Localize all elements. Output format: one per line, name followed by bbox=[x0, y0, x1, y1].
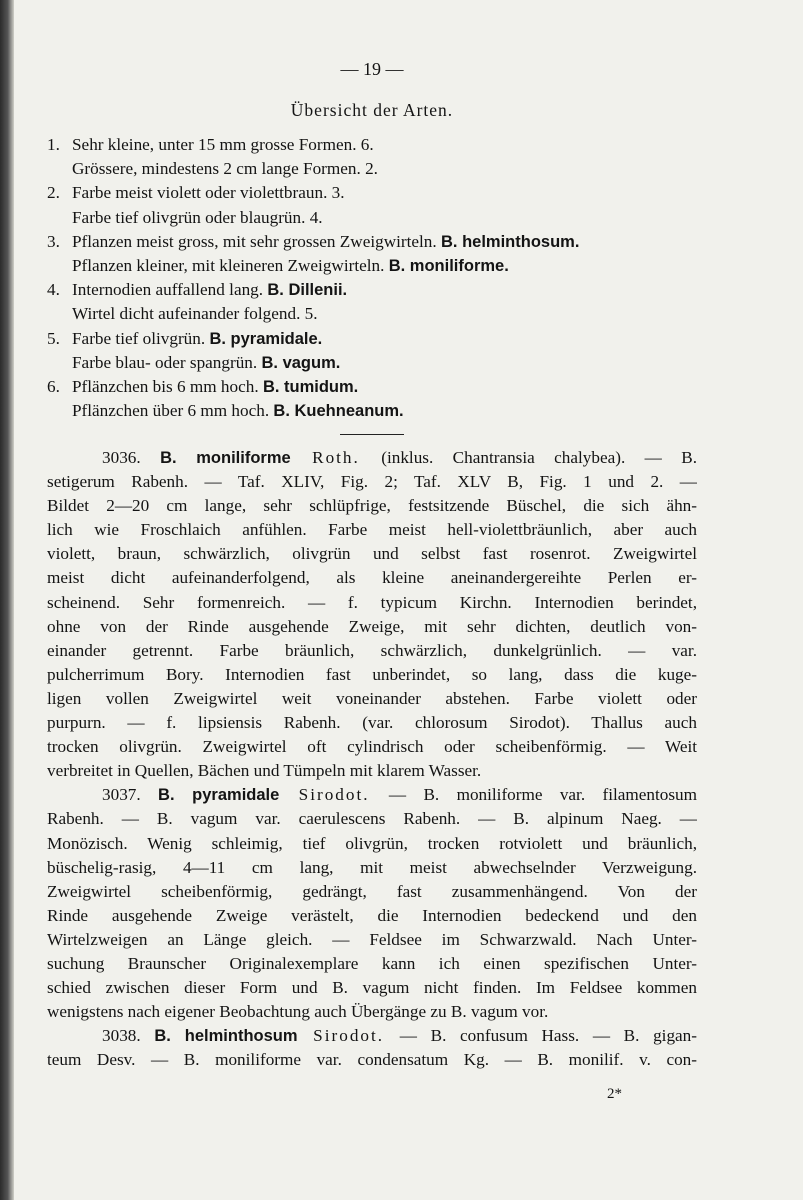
entry-line: Monözisch. Wenig schleimig, tief olivgrün, trocken rotviolett und bräunlich, bbox=[47, 833, 697, 853]
entry-number: 3036. bbox=[102, 448, 161, 467]
key-text: Pflänzchen bis 6 mm hoch. B. tumidum. bbox=[72, 376, 359, 396]
key-row bbox=[47, 157, 697, 181]
key-number: 2. bbox=[47, 183, 60, 203]
separator-rule bbox=[340, 434, 404, 435]
key-row bbox=[47, 327, 697, 351]
key-number: 6. bbox=[47, 376, 60, 396]
species-name: B. tumidum. bbox=[262, 377, 359, 396]
entry-line: einander getrennt. Farbe bräunlich, schwärzlich, dunkelgrünlich. — var. bbox=[47, 640, 697, 660]
entry-line: suchung Braunscher Originalexemplare kann ich einen spezifischen Unter- bbox=[47, 953, 697, 973]
key-row bbox=[47, 133, 697, 157]
species-name: B. helminthosum bbox=[154, 1027, 298, 1046]
key-number: 1. bbox=[47, 135, 60, 154]
signature-mark: 2* bbox=[607, 1086, 622, 1102]
page-number: — 19 — bbox=[340, 59, 404, 79]
key-number: 4. bbox=[47, 280, 60, 300]
entry-first-line bbox=[47, 783, 697, 807]
entry-line: scheinend. Sehr formenreich. — f. typicum Kirchn. Internodien berindet, bbox=[47, 592, 697, 612]
species-name: B. vagum. bbox=[261, 353, 341, 372]
entry-line: verbreitet in Quellen, Bächen und Tümpeln mit klarem Wasser. bbox=[47, 761, 482, 781]
entry-text: — B. moniliforme var. filamentosum bbox=[388, 785, 697, 805]
key-row bbox=[47, 254, 697, 278]
entry-line: trocken olivgrün. Zweigwirtel oft cylindrisch oder scheibenförmig. — Weit bbox=[47, 737, 697, 757]
key-text: Sehr kleine, unter 15 mm grosse Formen. 6. bbox=[72, 135, 374, 154]
key-row bbox=[47, 206, 697, 230]
key-text: Pflanzen kleiner, mit kleineren Zweigwirteln. B. moniliforme. bbox=[72, 255, 509, 275]
author-name: Sirodot. bbox=[279, 785, 389, 805]
entry-text: (inklus. Chantransia chalybea). — B. bbox=[381, 448, 697, 467]
key-text: Pflanzen meist gross, mit sehr grossen Zweigwirteln. B. helminthosum. bbox=[72, 231, 580, 251]
entry-line: Rinde ausgehende Zweige verästelt, die Internodien bedeckend und den bbox=[47, 905, 697, 925]
entry-line: Bildet 2—20 cm lange, sehr schlüpfrige, festsitzende Büschel, die sich ähn- bbox=[47, 496, 697, 516]
key-number: 5. bbox=[47, 328, 60, 348]
entry-line: büschelig-rasig, 4—11 cm lang, mit meist abwechselnder Verzweigung. bbox=[47, 857, 697, 877]
entry-first-line bbox=[47, 1024, 697, 1048]
entry-line: setigerum Rabenh. — Taf. XLIV, Fig. 2; Taf. XLV B, Fig. 1 und 2. — bbox=[47, 472, 697, 492]
key-row bbox=[47, 278, 697, 302]
species-name: B. moniliforme. bbox=[388, 256, 509, 275]
species-name: B. helminthosum. bbox=[441, 232, 580, 251]
entry-first-line bbox=[47, 446, 697, 470]
key-row bbox=[47, 399, 697, 423]
entry-number: 3037. bbox=[102, 785, 159, 805]
entry-line: ohne von der Rinde ausgehende Zweige, mit sehr dichten, deutlich von- bbox=[47, 616, 697, 636]
entry-line: Zweigwirtel scheibenförmig, gedrängt, fast zusammenhängend. Von der bbox=[47, 881, 697, 901]
binding-edge bbox=[0, 0, 14, 1200]
species-name: B. Kuehneanum. bbox=[273, 402, 404, 421]
entry-line: Rabenh. — B. vagum var. caerulescens Rabenh. — B. alpinum Naeg. — bbox=[47, 809, 697, 829]
key-number: 3. bbox=[47, 231, 60, 251]
entry-number: 3038. bbox=[102, 1026, 155, 1046]
entry-line: purpurn. — f. lipsiensis Rabenh. (var. chlorosum Sirodot). Thallus auch bbox=[47, 713, 697, 733]
key-row bbox=[47, 230, 697, 254]
species-name: B. pyramidale. bbox=[209, 329, 323, 348]
entry-line: Wirtelzweigen an Länge gleich. — Feldsee im Schwarzwald. Nach Unter- bbox=[47, 929, 697, 949]
species-descriptions bbox=[47, 446, 697, 1072]
key-text: Internodien auffallend lang. B. Dillenii. bbox=[72, 280, 348, 300]
key-text: Farbe tief olivgrün. B. pyramidale. bbox=[72, 328, 323, 348]
key-row bbox=[47, 181, 697, 205]
entry-line: ligen vollen Zweigwirtel weit voneinander abstehen. Farbe violett oder bbox=[47, 688, 697, 708]
key-text: Grössere, mindestens 2 cm lange Formen. 2. bbox=[72, 159, 378, 179]
entry-line: violett, braun, schwärzlich, olivgrün und selbst fast rosenrot. Zweigwirtel bbox=[47, 544, 697, 564]
key-text: Farbe tief olivgrün oder blaugrün. 4. bbox=[72, 207, 323, 227]
key-row bbox=[47, 375, 697, 399]
key-text: Farbe meist violett oder violettbraun. 3. bbox=[72, 183, 345, 203]
entry-text: — B. confusum Hass. — B. gigan- bbox=[399, 1026, 697, 1046]
entry-line: schied zwischen dieser Form und B. vagum nicht finden. Im Feldsee kommen bbox=[47, 978, 697, 998]
key-text: Farbe blau- oder spangrün. B. vagum. bbox=[72, 352, 341, 372]
species-name: B. Dillenii. bbox=[267, 281, 348, 300]
key-row bbox=[47, 302, 697, 326]
section-heading: Übersicht der Arten. bbox=[290, 100, 454, 120]
species-name: B. pyramidale bbox=[158, 786, 280, 805]
entry-line: wenigstens nach eigener Beobachtung auch Übergänge zu B. vagum vor. bbox=[47, 1002, 549, 1022]
entry-line: teum Desv. — B. moniliforme var. condensatum Kg. — B. monilif. v. con- bbox=[47, 1050, 697, 1070]
species-key bbox=[47, 133, 697, 423]
book-page bbox=[47, 0, 697, 1200]
entry-line: pulcherrimum Bory. Internodien fast unberindet, so lang, dass die kuge- bbox=[47, 664, 697, 684]
entry-line: meist dicht aufeinanderfolgend, als kleine aneinandergereihte Perlen er- bbox=[47, 568, 697, 588]
author-name: Roth. bbox=[290, 448, 382, 467]
species-name: B. moniliforme bbox=[160, 449, 291, 467]
key-text: Wirtel dicht aufeinander folgend. 5. bbox=[72, 304, 318, 324]
key-text: Pflänzchen über 6 mm hoch. B. Kuehneanum. bbox=[72, 401, 404, 421]
key-row bbox=[47, 351, 697, 375]
author-name: Sirodot. bbox=[297, 1026, 400, 1046]
entry-line: lich wie Froschlaich anfühlen. Farbe meist hell-violettbräunlich, aber auch bbox=[47, 520, 697, 540]
